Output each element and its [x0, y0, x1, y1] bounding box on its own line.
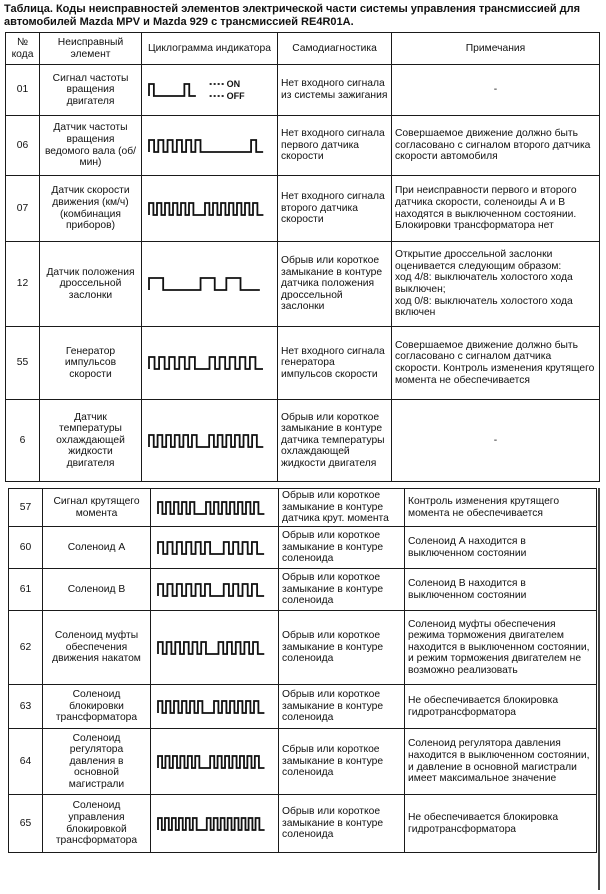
header-diagnosis: Самодиагностика — [278, 33, 392, 65]
faulty-element-cell — [43, 685, 151, 729]
self-diagnosis: Обрыв или короткое замыкание в контуре соленоида — [282, 630, 384, 665]
faulty-element: Датчик частоты вращения ведомого вала (об/мин) — [44, 122, 137, 169]
fault-note: Соленоид А находится в выключенном состоянии — [408, 535, 527, 559]
self-diagnosis: Сбрыв или короткое замыкание в контуре соленоида — [282, 744, 384, 779]
fault-note: Соленоид муфты обеспечения режима торможения двигателем находится в выключенном состоянии, и режим торможения двигателем не возможно реализовать — [408, 618, 590, 676]
self-diagnosis-cell — [278, 176, 392, 242]
indicator-waveform — [145, 430, 273, 452]
fault-code-cell — [6, 327, 40, 400]
fault-code-row — [9, 611, 597, 685]
faulty-element: Сигнал частоты вращения двигателя — [52, 72, 129, 107]
fault-code-cell — [9, 489, 43, 527]
fault-note-cell — [405, 527, 597, 569]
indicator-waveform — [145, 198, 273, 220]
indicator-waveform-trace — [158, 542, 264, 554]
fault-note-cell — [405, 489, 597, 527]
indicator-waveform — [145, 273, 273, 295]
indicator-cycle-cell — [151, 795, 279, 853]
faulty-element-cell — [40, 65, 142, 116]
faulty-element: Соленоид управления блокировкой трансформатора — [55, 800, 138, 847]
fault-code: 65 — [19, 817, 32, 829]
indicator-cycle-cell — [142, 327, 278, 400]
faulty-element: Датчик скорости движения (км/ч) (комбинация приборов) — [51, 185, 130, 232]
indicator-cycle-cell — [142, 116, 278, 176]
indicator-waveform — [154, 537, 274, 559]
self-diagnosis: Нет входного сигнала генератора импульсов скорости — [281, 345, 385, 380]
self-diagnosis: Обрыв или короткое замыкание в контуре датчика крут. момента — [282, 490, 389, 525]
fault-code-cell — [6, 65, 40, 116]
page-edge-line — [598, 488, 600, 890]
fault-code: 55 — [16, 357, 29, 369]
fault-code-cell — [6, 400, 40, 482]
fault-note-cell — [392, 400, 600, 482]
fault-note-cell — [392, 65, 600, 116]
header-notes: Примечания — [392, 33, 600, 65]
faulty-element-cell — [43, 795, 151, 853]
self-diagnosis-cell — [279, 729, 405, 795]
indicator-cycle-cell — [151, 685, 279, 729]
fault-code: 06 — [16, 139, 29, 151]
faulty-element-cell — [40, 176, 142, 242]
fault-code-row — [9, 685, 597, 729]
self-diagnosis-cell — [278, 327, 392, 400]
indicator-waveform — [154, 696, 274, 718]
fault-note: Контроль изменения крутящего момента не обеспечивается — [408, 495, 560, 519]
fault-code: 60 — [19, 541, 32, 553]
fault-code-row — [6, 242, 600, 327]
fault-code-row — [6, 116, 600, 176]
indicator-waveform — [145, 135, 273, 157]
indicator-waveform — [154, 579, 274, 601]
fault-code-row — [6, 176, 600, 242]
faulty-element-cell — [43, 729, 151, 795]
faulty-element-cell — [43, 611, 151, 685]
fault-note-cell — [405, 729, 597, 795]
self-diagnosis: Обрыв или короткое замыкание в контуре соленоида — [282, 572, 384, 607]
fault-note-cell — [392, 327, 600, 400]
codes-table-top — [5, 32, 600, 482]
self-diagnosis-cell — [279, 569, 405, 611]
indicator-waveform — [154, 751, 274, 773]
off-level-label: OFF — [226, 91, 245, 101]
self-diagnosis-cell — [279, 795, 405, 853]
indicator-waveform-trace — [158, 584, 264, 596]
indicator-waveform-trace — [149, 140, 263, 152]
indicator-waveform — [154, 813, 274, 835]
fault-note: Не обеспечивается блокировка гидротрансформатора — [408, 694, 559, 718]
table-header-row — [6, 33, 600, 65]
faulty-element: Соленоид муфты обеспечения движения накатом — [52, 630, 141, 665]
fault-note: Открытие дроссельной заслонки оценивается следующим образом: ход 4/8: выключатель холостого хода выключен; ход 0/8: выключатель холостого хода включен — [395, 249, 573, 319]
fault-code-cell — [6, 242, 40, 327]
self-diagnosis: Обрыв или короткое замыкание в контуре соленоида — [282, 689, 384, 724]
indicator-waveform-trace — [158, 818, 265, 830]
fault-code-row — [9, 489, 597, 527]
indicator-cycle-cell — [151, 527, 279, 569]
indicator-cycle-cell — [142, 400, 278, 482]
indicator-waveform — [145, 352, 273, 374]
fault-code-row — [9, 729, 597, 795]
fault-code-row — [9, 527, 597, 569]
faulty-element-cell — [43, 569, 151, 611]
fault-code-cell — [9, 685, 43, 729]
indicator-waveform-trace — [158, 756, 265, 768]
fault-code-cell — [9, 527, 43, 569]
header-element: Неисправный элемент — [40, 33, 142, 65]
fault-note: Совершаемое движение должно быть согласовано с сигналом датчика скорости. Контроль изменения крутящего момента не обеспечивается — [395, 339, 595, 386]
fault-code-row — [9, 795, 597, 853]
fault-note-cell — [392, 116, 600, 176]
self-diagnosis: Нет входного сигнала второго датчика скорости — [281, 191, 385, 226]
indicator-cycle-cell — [151, 489, 279, 527]
self-diagnosis-cell — [279, 489, 405, 527]
indicator-cycle-cell — [151, 611, 279, 685]
codes-table-bottom — [8, 488, 597, 853]
self-diagnosis-cell — [278, 65, 392, 116]
fault-code-row — [6, 400, 600, 482]
fault-note-cell — [405, 795, 597, 853]
faulty-element-cell — [40, 327, 142, 400]
faulty-element-cell — [40, 242, 142, 327]
fault-note: - — [493, 434, 498, 446]
indicator-waveform-trace — [158, 701, 264, 713]
fault-code: 07 — [16, 202, 29, 214]
fault-code-cell — [9, 729, 43, 795]
faulty-element: Датчик положения дроссельной заслонки — [46, 266, 135, 301]
fault-code-cell — [6, 116, 40, 176]
fault-code-row — [6, 65, 600, 116]
self-diagnosis: Нет входного сигнала первого датчика скорости — [281, 128, 385, 163]
self-diagnosis-cell — [279, 685, 405, 729]
fault-code-cell — [9, 611, 43, 685]
faulty-element-cell — [43, 527, 151, 569]
indicator-waveform — [154, 637, 274, 659]
indicator-waveform-trace — [149, 435, 263, 447]
indicator-waveform-trace — [149, 203, 263, 215]
on-level-label: ON — [226, 79, 241, 89]
fault-note-cell — [405, 611, 597, 685]
self-diagnosis-cell — [279, 527, 405, 569]
fault-code-cell — [6, 176, 40, 242]
self-diagnosis: Нет входного сигнала из системы зажигания — [281, 78, 388, 101]
faulty-element: Датчик температуры охлаждающей жидкости двигателя — [56, 411, 125, 469]
indicator-waveform-trace — [158, 642, 264, 654]
fault-code: 64 — [19, 755, 32, 767]
fault-code: 57 — [19, 501, 32, 513]
fault-code-row — [9, 569, 597, 611]
fault-note-cell — [405, 685, 597, 729]
header-indicator: Циклограмма индикатора — [142, 33, 278, 65]
indicator-waveform — [145, 79, 273, 101]
indicator-cycle-cell — [142, 176, 278, 242]
fault-code: 62 — [19, 641, 32, 653]
indicator-cycle-cell — [151, 729, 279, 795]
indicator-waveform-trace — [149, 357, 263, 369]
faulty-element: Соленоид А — [67, 541, 126, 553]
fault-code-cell — [9, 795, 43, 853]
faulty-element: Соленоид регулятора давления в основной магистрали — [68, 732, 125, 790]
table-title-prefix: Таблица. — [4, 3, 53, 15]
self-diagnosis-cell — [278, 400, 392, 482]
indicator-waveform-trace — [149, 84, 196, 96]
faulty-element-cell — [40, 400, 142, 482]
table-title-text: Коды неисправностей элементов электрической части системы управления трансмиссией для автомобилей Mazda MPV и Mazda 929 с трансмиссией RE4R01A. — [4, 3, 581, 28]
self-diagnosis: Обрыв или короткое замыкание в контуре соленоида — [282, 806, 384, 841]
self-diagnosis: Обрыв или короткое замыкание в контуре датчика положения дроссельной заслонки — [281, 255, 383, 313]
fault-code: 01 — [16, 84, 29, 96]
fault-note: При неисправности первого и второго датчика скорости, соленоиды А и В находятся в выключенном состоянии. Блокировки трансформатора нет — [395, 185, 577, 232]
self-diagnosis: Обрыв или короткое замыкание в контуре соленоида — [282, 530, 384, 565]
self-diagnosis-cell — [278, 242, 392, 327]
faulty-element: Соленоид В — [67, 583, 126, 595]
indicator-cycle-cell — [142, 65, 278, 116]
indicator-waveform — [154, 497, 274, 519]
fault-note: Соленоид регулятора давления находится в выключенном состоянии, и давление в основной магистрали имеет максимальное значение — [408, 738, 590, 785]
header-code: № кода — [6, 33, 40, 65]
fault-note-cell — [392, 176, 600, 242]
fault-note: Соленоид В находится в выключенном состоянии — [408, 577, 527, 601]
indicator-waveform-trace — [149, 278, 260, 290]
fault-code: 63 — [19, 700, 32, 712]
fault-code-row — [6, 327, 600, 400]
self-diagnosis-cell — [279, 611, 405, 685]
fault-note: Совершаемое движение должно быть согласовано с сигналом второго датчика скорости автомобиля — [395, 128, 591, 163]
faulty-element-cell — [40, 116, 142, 176]
fault-note-cell — [392, 242, 600, 327]
faulty-element: Соленоид блокировки трансформатора — [55, 689, 138, 724]
fault-note: - — [493, 84, 498, 96]
fault-code-cell — [9, 569, 43, 611]
faulty-element: Сигнал крутящего момента — [53, 495, 140, 519]
fault-note-cell — [405, 569, 597, 611]
faulty-element-cell — [43, 489, 151, 527]
fault-note: Не обеспечивается блокировка гидротрансформатора — [408, 811, 559, 835]
table-title — [4, 3, 600, 29]
fault-code: 6 — [19, 434, 26, 446]
indicator-waveform-trace — [158, 502, 264, 514]
fault-code: 12 — [16, 278, 29, 290]
faulty-element: Генератор импульсов скорости — [64, 345, 117, 380]
self-diagnosis: Обрыв или короткое замыкание в контуре датчика температуры охлаждающей жидкости двигателя — [281, 411, 385, 469]
indicator-cycle-cell — [151, 569, 279, 611]
indicator-cycle-cell — [142, 242, 278, 327]
fault-code: 61 — [19, 583, 32, 595]
self-diagnosis-cell — [278, 116, 392, 176]
